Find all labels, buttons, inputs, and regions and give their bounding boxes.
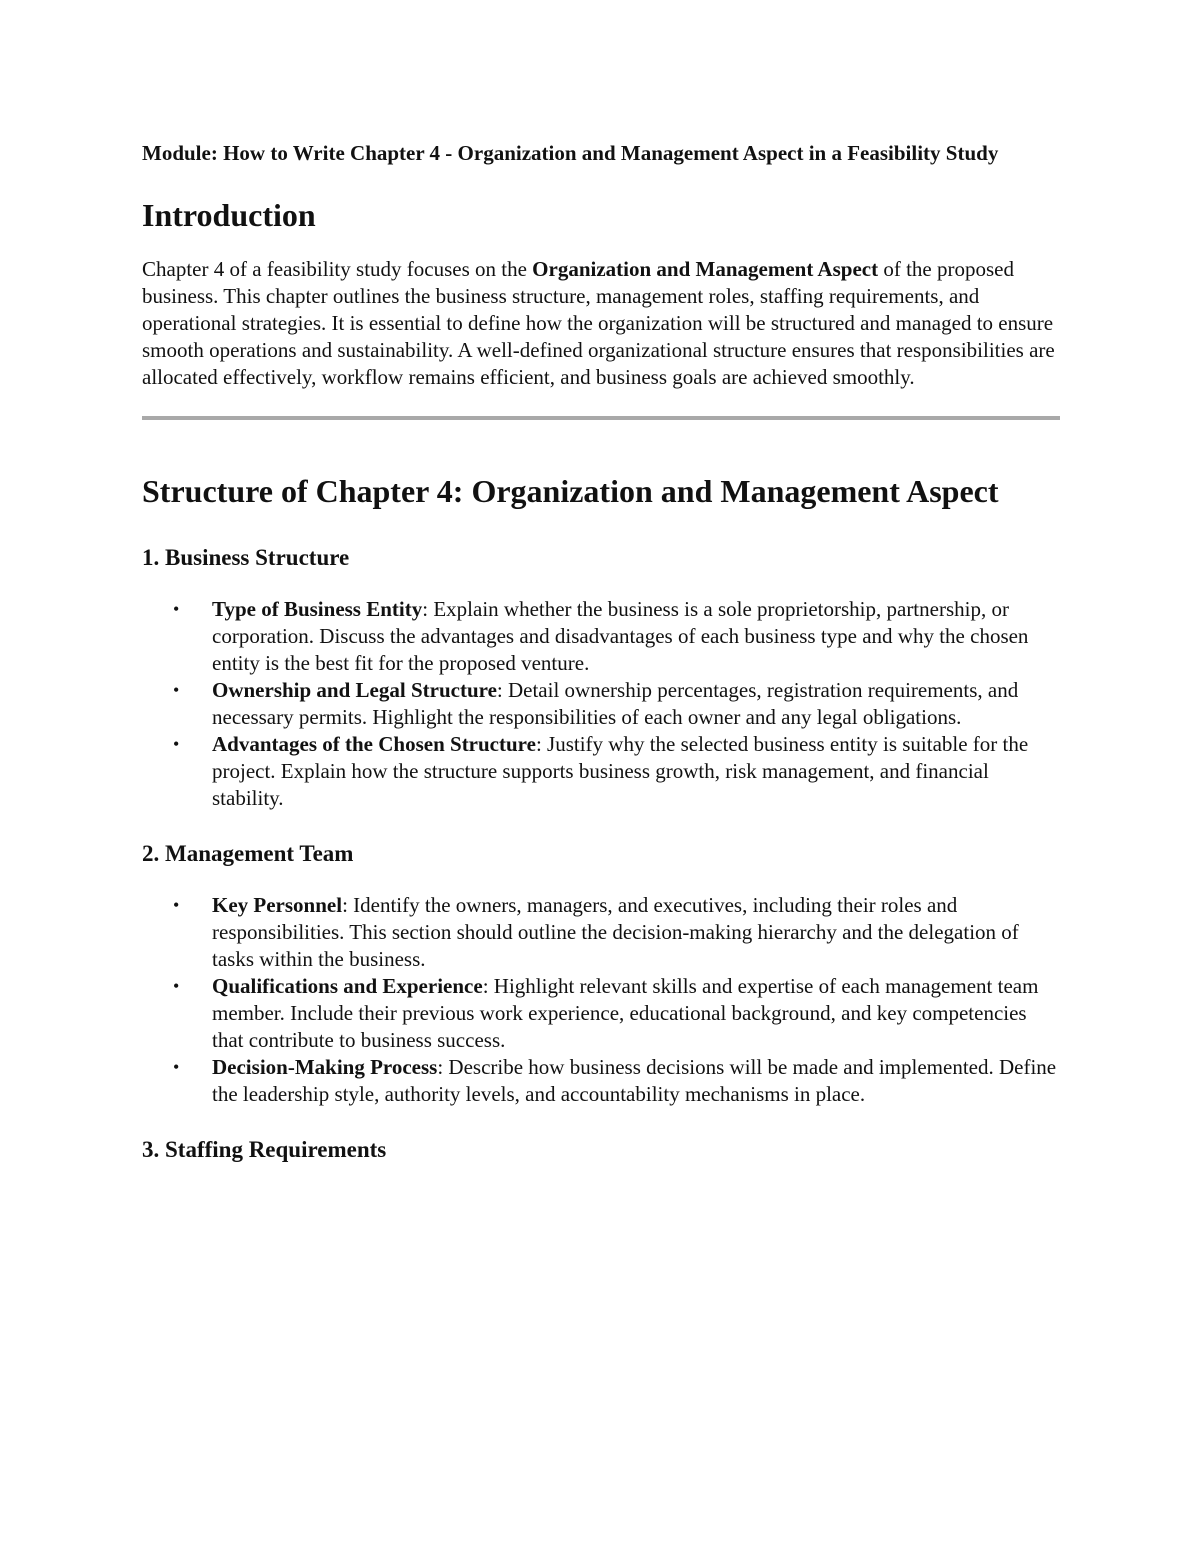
section-heading-staffing-requirements: 3. Staffing Requirements bbox=[142, 1137, 387, 1162]
list-item bbox=[142, 973, 1062, 1054]
bullet-icon: • bbox=[173, 734, 180, 754]
bullet-icon: • bbox=[173, 680, 180, 700]
item-text: : Detail ownership percentages, registration requirements, and necessary permits. Highlight the responsibilities of each owner and any legal obligations. bbox=[212, 678, 1019, 729]
business-structure-list bbox=[142, 596, 1062, 812]
list-item bbox=[142, 892, 1062, 973]
intro-bold-term: Organization and Management Aspect bbox=[532, 257, 879, 281]
item-term: Advantages of the Chosen Structure bbox=[212, 732, 536, 756]
bullet-icon: • bbox=[173, 976, 180, 996]
list-item bbox=[142, 596, 1062, 677]
item-term: Qualifications and Experience bbox=[212, 974, 483, 998]
item-term: Decision-Making Process bbox=[212, 1055, 438, 1079]
intro-text-start: Chapter 4 of a feasibility study focuses on the bbox=[142, 257, 533, 281]
bullet-icon: • bbox=[173, 1057, 180, 1077]
document-page bbox=[142, 140, 1062, 1188]
introduction-paragraph bbox=[142, 256, 1062, 391]
list-item bbox=[142, 1054, 1062, 1108]
item-text: : Justify why the selected business entity is suitable for the project. Explain how the structure supports business growth, risk management, and financial stability. bbox=[212, 732, 1029, 810]
section-heading-business-structure: 1. Business Structure bbox=[142, 545, 350, 570]
item-text: : Identify the owners, managers, and executives, including their roles and responsibilities. This section should outline the decision-making hierarchy and the delegation of tasks within the business. bbox=[212, 893, 1019, 971]
item-term: Type of Business Entity bbox=[212, 597, 423, 621]
item-term: Ownership and Legal Structure bbox=[212, 678, 497, 702]
horizontal-divider bbox=[142, 416, 1060, 420]
module-title: Module: How to Write Chapter 4 - Organization and Management Aspect in a Feasibility Study bbox=[142, 141, 999, 165]
list-item bbox=[142, 677, 1062, 731]
bullet-icon: • bbox=[173, 895, 180, 915]
management-team-list bbox=[142, 892, 1062, 1108]
list-item bbox=[142, 731, 1062, 812]
item-text: : Describe how business decisions will be made and implemented. Define the leadership style, authority levels, and accountability mechanisms in place. bbox=[212, 1055, 1057, 1106]
structure-heading: Structure of Chapter 4: Organization and Management Aspect bbox=[142, 473, 999, 509]
item-term: Key Personnel bbox=[212, 893, 343, 917]
introduction-heading: Introduction bbox=[142, 197, 316, 233]
item-text: : Explain whether the business is a sole proprietorship, partnership, or corporation. Discuss the advantages and disadvantages of each business type and why the chosen entity is the best fit for the proposed venture. bbox=[212, 597, 1029, 675]
bullet-icon: • bbox=[173, 599, 180, 619]
item-text: : Highlight relevant skills and expertise of each management team member. Include their previous work experience, educational background, and key competencies that contribute to business success. bbox=[212, 974, 1039, 1052]
section-heading-management-team: 2. Management Team bbox=[142, 841, 354, 866]
intro-text-end: of the proposed business. This chapter outlines the business structure, management roles, staffing requirements, and operational strategies. It is essential to define how the organization will be structured and managed to ensure smooth operations and sustainability. A well-defined organizational structure ensures that responsibilities are allocated effectively, workflow remains efficient, and business goals are achieved smoothly. bbox=[142, 257, 1055, 389]
